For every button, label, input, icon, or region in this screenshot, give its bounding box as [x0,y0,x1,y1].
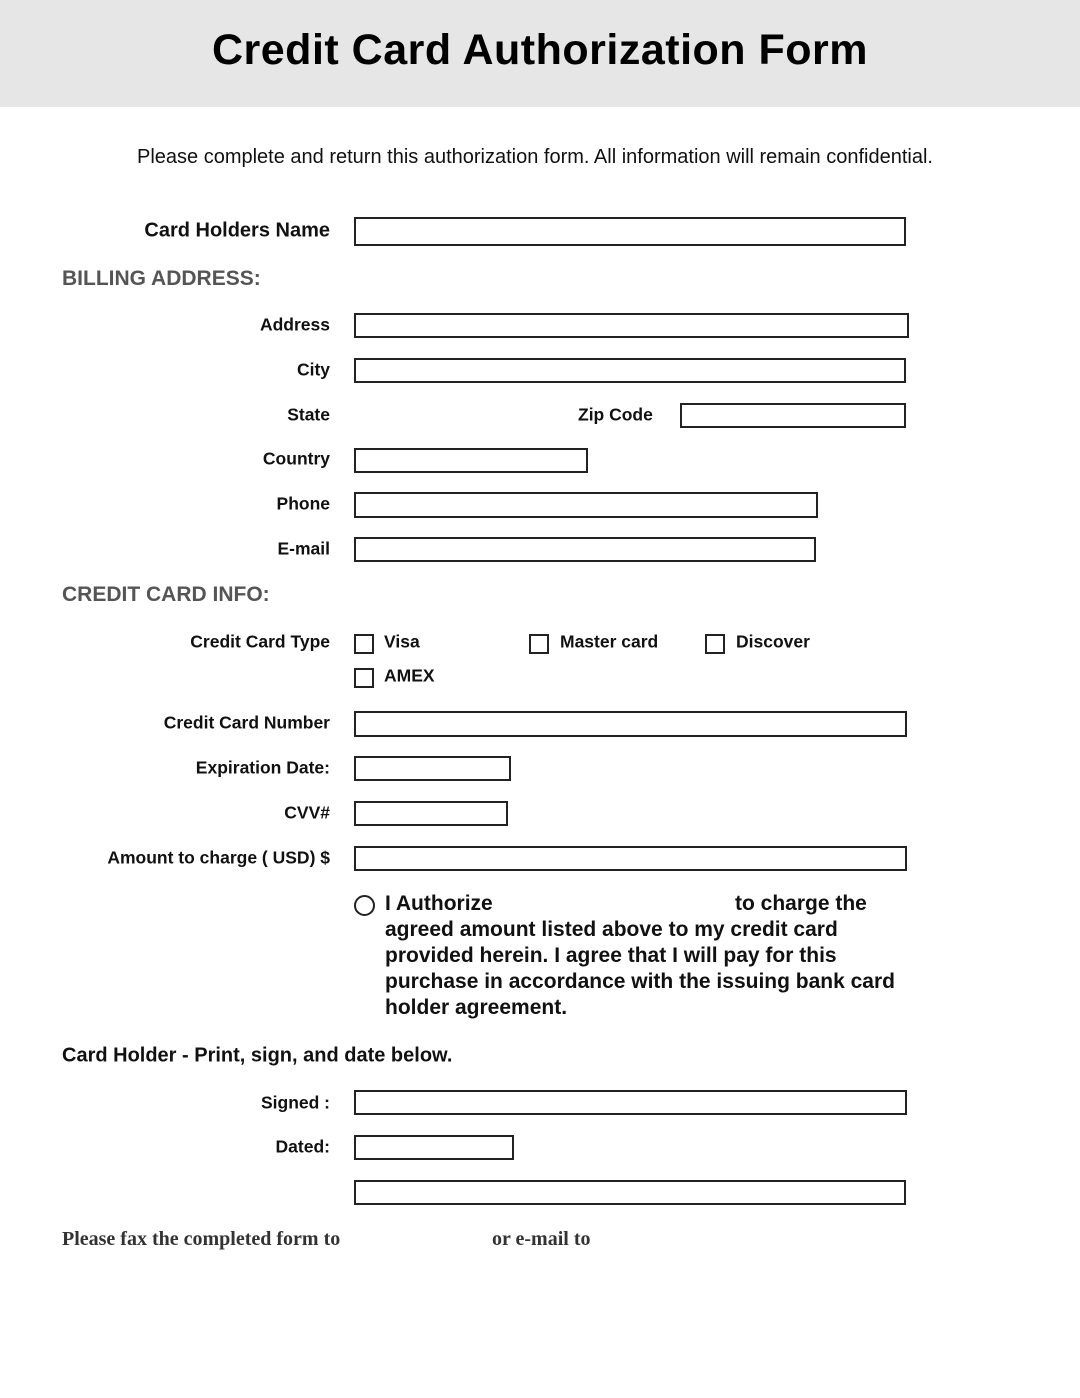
amex-checkbox[interactable] [354,668,374,688]
cvv-label: CVV# [284,802,330,823]
email-instruction: or e-mail to [492,1228,591,1250]
mastercard-label: Master card [560,631,659,652]
credit-card-type-label: Credit Card Type [190,631,330,652]
authorize-line-5: holder agreement. [385,996,568,1019]
authorize-line-1b: to charge the [735,892,867,915]
expiration-date-field[interactable] [354,756,511,781]
cvv-field[interactable] [354,801,508,826]
signed-label: Signed : [260,1092,330,1113]
address-field[interactable] [354,313,909,338]
card-holder-heading: Card Holder - Print, sign, and date below. [62,1044,453,1067]
visa-checkbox[interactable] [354,634,374,654]
authorize-line-2: agreed amount listed above to my credit card [385,918,838,941]
page-title: Credit Card Authorization Form [211,26,868,74]
mastercard-checkbox[interactable] [529,634,549,654]
amex-label: AMEX [384,665,435,686]
dated-label: Dated: [275,1136,330,1157]
dated-field[interactable] [354,1135,514,1160]
print-name-field[interactable] [354,1180,906,1205]
discover-label: Discover [736,631,810,652]
visa-label: Visa [384,631,420,652]
billing-address-heading: BILLING ADDRESS: [62,267,261,290]
signed-field[interactable] [354,1090,907,1115]
card-holders-name-field[interactable] [354,217,906,246]
address-label: Address [259,314,330,335]
zip-code-label: Zip Code [578,404,653,425]
phone-field[interactable] [354,492,818,518]
zip-code-field[interactable] [680,403,906,428]
card-number-label: Credit Card Number [163,712,330,733]
email-label: E-mail [277,538,330,559]
authorize-line-1a: I Authorize [385,892,493,915]
expiration-date-label: Expiration Date: [195,757,330,778]
card-number-field[interactable] [354,711,907,737]
country-label: Country [262,448,330,469]
city-label: City [296,359,330,380]
authorize-line-4: purchase in accordance with the issuing bank card [385,970,895,993]
email-field[interactable] [354,537,816,562]
amount-label: Amount to charge ( USD) $ [107,847,330,868]
phone-label: Phone [276,493,330,514]
amount-field[interactable] [354,846,907,871]
authorize-line-3: provided herein. I agree that I will pay for this [385,944,837,967]
card-holders-name-label: Card Holders Name [144,219,330,242]
city-field[interactable] [354,358,906,383]
intro-text: Please complete and return this authorization form. All information will remain confidential. [137,146,933,168]
state-label: State [287,404,330,425]
discover-checkbox[interactable] [705,634,725,654]
authorize-radio[interactable] [354,895,375,916]
fax-instruction: Please fax the completed form to [62,1228,341,1250]
country-field[interactable] [354,448,588,473]
credit-card-info-heading: CREDIT CARD INFO: [62,583,270,606]
